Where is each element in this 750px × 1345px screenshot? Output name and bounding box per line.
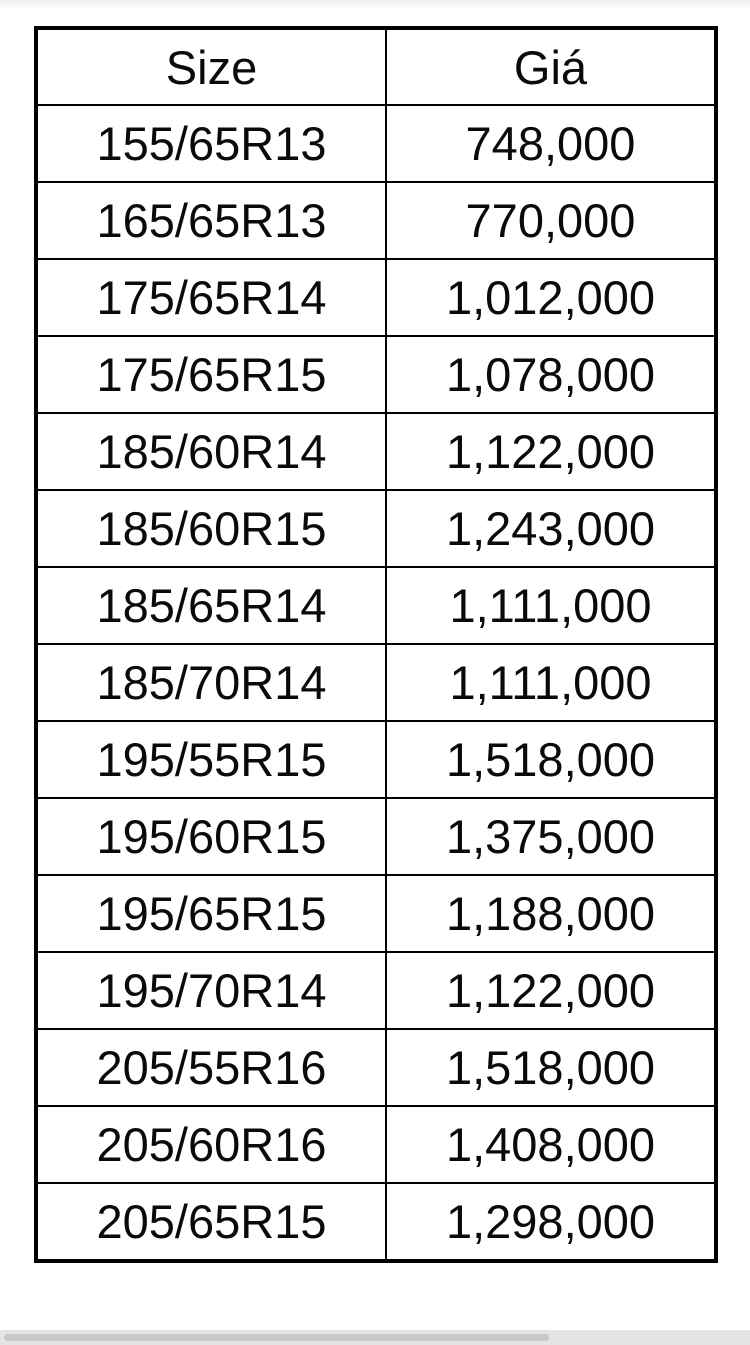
cell-size: 195/55R15 [36, 721, 386, 798]
cell-price: 1,518,000 [386, 721, 716, 798]
cell-size: 175/65R14 [36, 259, 386, 336]
table-row [36, 413, 716, 490]
table-row [36, 1106, 716, 1183]
cell-price: 748,000 [386, 105, 716, 182]
table-row [36, 182, 716, 259]
cell-size: 195/60R15 [36, 798, 386, 875]
table-row [36, 490, 716, 567]
cell-size: 205/55R16 [36, 1029, 386, 1106]
cell-price: 770,000 [386, 182, 716, 259]
table-row [36, 644, 716, 721]
cell-size: 185/70R14 [36, 644, 386, 721]
cell-size: 205/60R16 [36, 1106, 386, 1183]
cell-size: 155/65R13 [36, 105, 386, 182]
top-edge [0, 0, 750, 10]
table-row [36, 567, 716, 644]
cell-price: 1,188,000 [386, 875, 716, 952]
cell-price: 1,122,000 [386, 952, 716, 1029]
cell-price: 1,012,000 [386, 259, 716, 336]
table-row [36, 952, 716, 1029]
table-header-row [36, 28, 716, 105]
table-row [36, 1183, 716, 1261]
cell-price: 1,243,000 [386, 490, 716, 567]
horizontal-scrollbar[interactable] [0, 1330, 750, 1345]
header-size: Size [36, 28, 386, 105]
table-row [36, 336, 716, 413]
cell-price: 1,298,000 [386, 1183, 716, 1261]
cell-price: 1,111,000 [386, 567, 716, 644]
cell-price: 1,408,000 [386, 1106, 716, 1183]
cell-size: 165/65R13 [36, 182, 386, 259]
cell-size: 185/60R14 [36, 413, 386, 490]
cell-price: 1,518,000 [386, 1029, 716, 1106]
table-row [36, 721, 716, 798]
table-row [36, 105, 716, 182]
table-row [36, 259, 716, 336]
cell-size: 195/70R14 [36, 952, 386, 1029]
cell-size: 185/60R15 [36, 490, 386, 567]
cell-price: 1,122,000 [386, 413, 716, 490]
cell-price: 1,375,000 [386, 798, 716, 875]
tire-price-table [34, 26, 718, 1263]
cell-size: 205/65R15 [36, 1183, 386, 1261]
cell-price: 1,111,000 [386, 644, 716, 721]
table-row [36, 1029, 716, 1106]
cell-size: 185/65R14 [36, 567, 386, 644]
cell-price: 1,078,000 [386, 336, 716, 413]
cell-size: 175/65R15 [36, 336, 386, 413]
scrollbar-thumb[interactable] [4, 1334, 549, 1341]
cell-size: 195/65R15 [36, 875, 386, 952]
table-row [36, 875, 716, 952]
table-row [36, 798, 716, 875]
header-price: Giá [386, 28, 716, 105]
